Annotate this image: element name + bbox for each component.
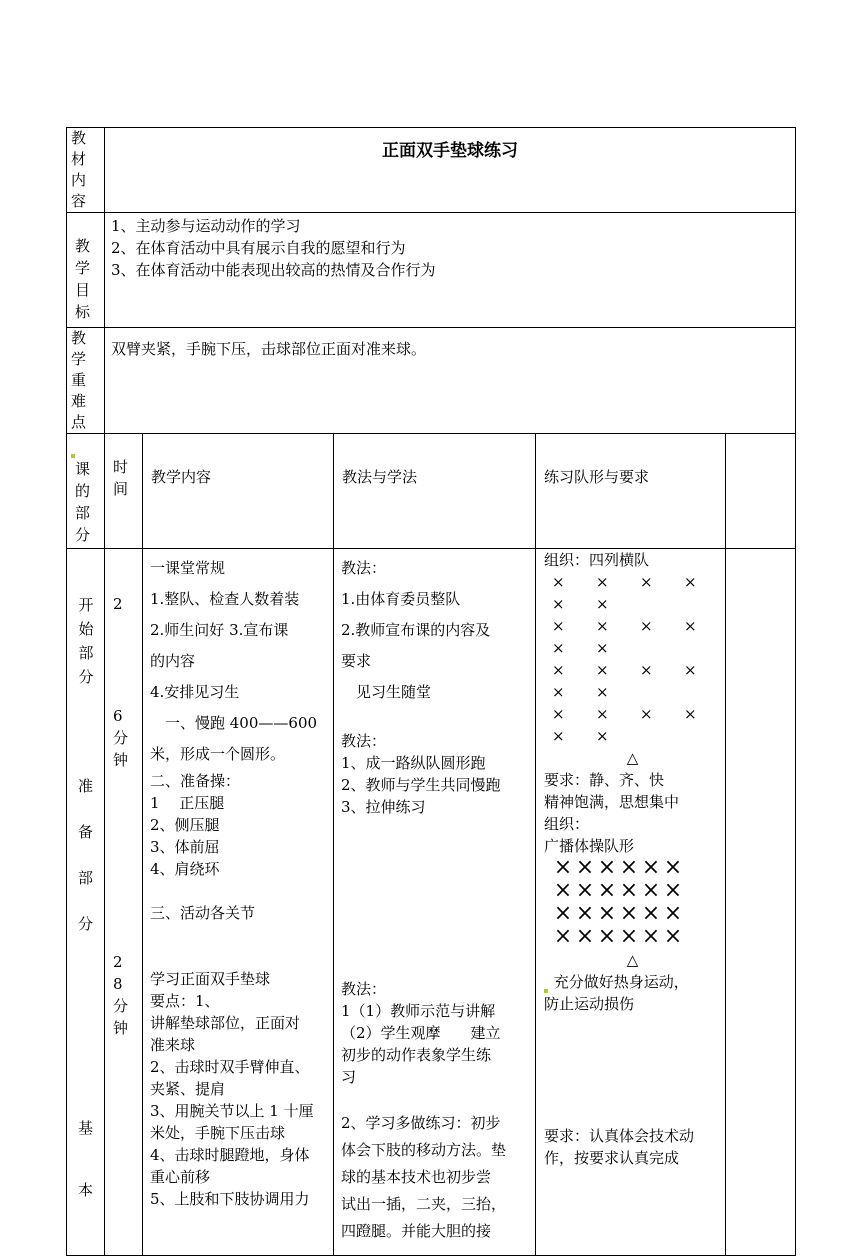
- formation-req2: 要求：认真体会技术动: [544, 1127, 695, 1145]
- student-mark: ×: [552, 639, 565, 657]
- content-line: 三、活动各关节: [150, 904, 256, 922]
- formation-grid-row: [552, 593, 721, 615]
- method-line: 教法：: [341, 732, 387, 750]
- student-mark: ×: [596, 727, 609, 745]
- student-mark: ×: [596, 683, 609, 701]
- student-mark: ×: [552, 705, 565, 723]
- student-mark: ×: [619, 878, 639, 903]
- student-mark: ×: [552, 683, 565, 701]
- keypoints-label: 教 学 重 难点: [71, 329, 87, 431]
- method-line: 初步的动作表象学生练: [341, 1046, 492, 1064]
- formation-header: 练习队形与要求: [544, 468, 650, 486]
- formation-org2-type: 广播体操队形: [544, 837, 635, 855]
- student-mark: ×: [553, 901, 573, 926]
- student-mark: ×: [684, 573, 697, 591]
- part-char: 部: [77, 869, 93, 887]
- content-line: 2、侧压腿: [150, 816, 220, 834]
- content-line: 2.师生问好 3.宣布课: [150, 621, 289, 639]
- student-mark: ×: [597, 924, 617, 949]
- method-list: [341, 553, 531, 1245]
- method-header: 教法与学法: [342, 468, 418, 486]
- method-line: [341, 708, 531, 730]
- formation-cell: [536, 549, 726, 1256]
- content-line: 5、上肢和下肢协调用力: [150, 1190, 310, 1208]
- part-header-cell: [67, 434, 105, 549]
- content-label: 教 材 内 容: [71, 129, 87, 210]
- content-label-cell: [67, 128, 105, 213]
- formation-warm2: 防止运动损伤: [544, 995, 635, 1013]
- column-header-row: [67, 434, 796, 549]
- formation-grid-row: [552, 903, 721, 926]
- method-line: [341, 1088, 531, 1110]
- student-mark: ×: [552, 573, 565, 591]
- student-mark: ×: [619, 855, 639, 880]
- content-line: 的内容: [150, 652, 196, 670]
- content-header-cell: [143, 434, 334, 549]
- method-cell: [334, 549, 536, 1256]
- content-line: 米，形成一个圆形。: [150, 745, 286, 763]
- keypoints-label-cell: [67, 328, 105, 434]
- student-mark: ×: [553, 855, 573, 880]
- student-mark: ×: [684, 617, 697, 635]
- content-line: 米处，手腕下压击球: [150, 1124, 286, 1142]
- part-char: 分: [77, 915, 93, 933]
- student-mark: ×: [552, 617, 565, 635]
- formation-grid-row: [552, 637, 721, 659]
- content-cell: [143, 549, 334, 1256]
- extra-header-cell: [726, 434, 796, 549]
- student-mark: ×: [597, 878, 617, 903]
- time-start: 2: [113, 595, 123, 613]
- content-line: 2、击球时双手臂伸直、: [150, 1058, 310, 1076]
- student-mark: ×: [596, 661, 609, 679]
- method-line: 四蹬腿。并能大胆的接: [341, 1222, 492, 1240]
- content-line: 准来球: [150, 1036, 196, 1054]
- lesson-title: 正面双手垫球练习: [382, 141, 519, 161]
- student-mark: ×: [641, 855, 661, 880]
- method-line: 1.由体育委员整队: [341, 590, 461, 608]
- student-mark: ×: [640, 573, 653, 591]
- content-line: [150, 880, 329, 902]
- content-line: 学习正面双手垫球: [150, 970, 271, 988]
- student-mark: ×: [663, 901, 683, 926]
- formation-grid-row: [552, 880, 721, 903]
- student-mark: ×: [641, 924, 661, 949]
- formation-req2b: 作，按要求认真完成: [544, 1149, 680, 1167]
- student-mark: ×: [663, 924, 683, 949]
- student-mark: ×: [663, 878, 683, 903]
- formation-org1: 组织：四列横队: [544, 551, 650, 569]
- content-line: 4、肩绕环: [150, 860, 220, 878]
- formation-grid-row: [552, 659, 721, 681]
- time-cell: [105, 549, 143, 1256]
- formation-grid-broadcast: [552, 857, 721, 949]
- method-line: 球的基本技术也初步尝: [341, 1168, 492, 1186]
- method-line: 1（1）教师示范与讲解: [341, 1002, 496, 1020]
- student-mark: ×: [596, 617, 609, 635]
- student-mark: ×: [575, 924, 595, 949]
- student-mark: ×: [619, 901, 639, 926]
- formation-spirit: 精神饱满，思想集中: [544, 793, 680, 811]
- method-line: 试出一插，二夹，三抬，: [341, 1195, 507, 1213]
- content-line: 1.整队、检查人数着装: [150, 590, 300, 608]
- time-header: 时间: [113, 458, 129, 498]
- goal-item: 1、主动参与运动动作的学习: [111, 217, 301, 235]
- body-row: [67, 549, 796, 1256]
- student-mark: ×: [552, 661, 565, 679]
- teacher-triangle-icon: △: [626, 749, 639, 767]
- student-mark: ×: [553, 924, 573, 949]
- method-line: 习: [341, 1068, 357, 1086]
- student-mark: ×: [663, 855, 683, 880]
- content-line: 要点：1、: [150, 992, 220, 1010]
- formation-grid-row: [552, 926, 721, 949]
- extra-cell: [726, 549, 796, 1256]
- content-line: [150, 924, 329, 946]
- formation-grid-row: [552, 571, 721, 593]
- student-mark: ×: [552, 595, 565, 613]
- formation-grid-row: [552, 857, 721, 880]
- student-mark: ×: [684, 661, 697, 679]
- formation-req1: 要求：静、齐、快: [544, 771, 665, 789]
- student-mark: ×: [640, 617, 653, 635]
- student-mark: ×: [575, 855, 595, 880]
- content-header: 教学内容: [151, 468, 212, 486]
- student-mark: ×: [553, 878, 573, 903]
- method-line: 2、学习多做练习：初步: [341, 1114, 501, 1132]
- student-mark: ×: [596, 595, 609, 613]
- goals-row: [67, 213, 796, 328]
- part-prep: [67, 775, 104, 797]
- teacher-triangle-icon: △: [626, 951, 639, 969]
- goals-label: 教学目标: [75, 237, 91, 321]
- student-mark: ×: [575, 901, 595, 926]
- method-line: 教法：: [341, 980, 387, 998]
- method-line: 体会下肢的移动方法。垫: [341, 1141, 507, 1159]
- part-char: 本: [77, 1181, 93, 1199]
- formation-block: [544, 549, 721, 1169]
- content-line: [150, 946, 329, 968]
- time-prep: 6分钟: [113, 707, 129, 769]
- content-line: 重心前移: [150, 1168, 211, 1186]
- method-line: 要求: [341, 652, 372, 670]
- title-cell: [105, 128, 796, 213]
- student-mark: ×: [641, 878, 661, 903]
- content-line: 1 正压腿: [150, 794, 225, 812]
- formation-grid-four-rows: [552, 571, 721, 747]
- formation-grid-row: [552, 681, 721, 703]
- part-char: 备: [77, 823, 93, 841]
- method-line: 见习生随堂: [341, 683, 432, 701]
- student-mark: ×: [684, 705, 697, 723]
- content-line: 4、击球时腿蹬地，身体: [150, 1146, 310, 1164]
- student-mark: ×: [597, 901, 617, 926]
- method-line: （2）学生观摩 建立: [341, 1024, 501, 1042]
- keypoints-cell: [105, 328, 796, 434]
- header-row: [67, 128, 796, 213]
- content-line: 讲解垫球部位，正面对: [150, 1014, 301, 1032]
- goal-item: 3、在体育活动中能表现出较高的热情及合作行为: [111, 261, 436, 279]
- content-line: 一、慢跑 400——600: [150, 714, 318, 732]
- content-line: 二、准备操：: [150, 772, 241, 790]
- method-line: 2、教师与学生共同慢跑: [341, 776, 501, 794]
- student-mark: ×: [596, 639, 609, 657]
- student-mark: ×: [596, 573, 609, 591]
- content-list: [150, 553, 329, 1210]
- student-mark: ×: [619, 924, 639, 949]
- student-mark: ×: [575, 878, 595, 903]
- keypoints-row: [67, 328, 796, 434]
- content-line: 3、体前屈: [150, 838, 220, 856]
- student-mark: ×: [597, 855, 617, 880]
- method-line: 1、成一路纵队圆形跑: [341, 754, 486, 772]
- method-line: [341, 818, 531, 978]
- method-line: 教法：: [341, 559, 387, 577]
- keypoints-text: 双臂夹紧，手腕下压，击球部位正面对准来球。: [111, 340, 427, 358]
- part-start: 开始部分: [78, 596, 94, 686]
- formation-org2: 组织：: [544, 815, 590, 833]
- content-line: 一课堂常规: [150, 559, 226, 577]
- student-mark: ×: [640, 661, 653, 679]
- content-line: 4.安排见习生: [150, 683, 240, 701]
- content-line: 3、用腕关节以上 1 十厘: [150, 1102, 314, 1120]
- part-char: 基: [77, 1119, 93, 1137]
- student-mark: ×: [640, 705, 653, 723]
- part-cell: [67, 549, 105, 1256]
- content-line: 夹紧、提肩: [150, 1080, 226, 1098]
- student-mark: ×: [596, 705, 609, 723]
- goal-item: 2、在体育活动中具有展示自我的愿望和行为: [111, 239, 406, 257]
- method-line: 2.教师宣布课的内容及: [341, 621, 491, 639]
- method-line: 3、拉伸练习: [341, 798, 426, 816]
- student-mark: ×: [552, 727, 565, 745]
- goals-label-cell: [67, 213, 105, 328]
- part-char: 准: [77, 777, 93, 795]
- formation-warm: [544, 971, 721, 993]
- formation-grid-row: [552, 703, 721, 725]
- formation-warm-text: 充分做好热身运动，: [553, 973, 689, 991]
- formation-grid-row: [552, 725, 721, 747]
- time-header-cell: [105, 434, 143, 549]
- formation-header-cell: [536, 434, 726, 549]
- time-basic: 28分钟: [113, 953, 129, 1037]
- lesson-plan-table: [66, 127, 796, 1256]
- student-mark: ×: [641, 901, 661, 926]
- method-header-cell: [334, 434, 536, 549]
- goals-cell: [105, 213, 796, 328]
- formation-grid-row: [552, 615, 721, 637]
- part-header: 课的部分: [75, 460, 91, 544]
